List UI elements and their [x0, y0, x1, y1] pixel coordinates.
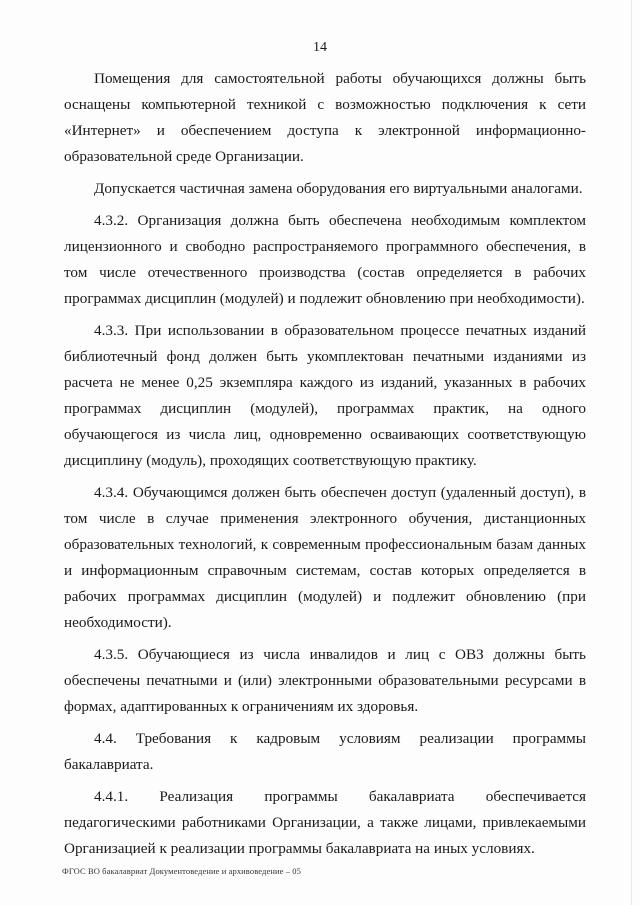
paragraph-4-4-1: 4.4.1. Реализация программы бакалавриата обеспечивается педагогическими работниками Организации, а также лицами, привлекаемыми Организацией к реализации программы бакалавриата на иных условиях. [64, 788, 586, 857]
paragraph-4-3-2: 4.3.2. Организация должна быть обеспечена необходимым комплектом лицензионного и свободно распространяемого программного обеспечения, в том числе отечественного производства (состав определяется в рабочих программах дисциплин (модулей) и подлежит обновлению при необходимости). [64, 212, 586, 307]
paragraph-4-3-5: 4.3.5. Обучающиеся из числа инвалидов и лиц с ОВЗ должны быть обеспечены печатными и (или) электронными образовательными ресурсами в формах, адаптированных к ограничениям их здоровья. [64, 646, 586, 715]
paragraph-4-3-3: 4.3.3. При использовании в образовательном процессе печатных изданий библиотечный фонд должен быть укомплектован печатными изданиями из расчета не менее 0,25 экземпляра каждого из изданий, указанных в рабочих программах дисциплин (модулей), программах практик, на одного обучающегося из числа лиц, одновременно осваивающих соответствующую дисциплину (модуль), проходящих соответствующую практику. [64, 322, 586, 469]
document-footer: ФГОС ВО бакалавриат Документоведение и архивоведение – 05 [62, 866, 302, 876]
paragraph-virtual-analogs: Допускается частичная замена оборудования его виртуальными аналогами. [94, 180, 583, 197]
paragraph-premises: Помещения для самостоятельной работы обучающихся должны быть оснащены компьютерной техникой с возможностью подключения к сети «Интернет» и обеспечением доступа к электронной информационно-образовательной среде Организации. [64, 70, 586, 165]
paragraph-4-3-4: 4.3.4. Обучающимся должен быть обеспечен доступ (удаленный доступ), в том числе в случае применения электронного обучения, дистанционных образовательных технологий, к современным профессиональным базам данных и информационным справочным системам, состав которых определяется в рабочих программах дисциплин (модулей) и подлежит обновлению (при необходимости). [64, 484, 586, 631]
page-edge-line [631, 0, 632, 905]
paragraph-4-4-heading: 4.4. Требования к кадровым условиям реализации программы бакалавриата. [64, 730, 586, 773]
page-number: 14 [313, 40, 327, 55]
document-body [64, 66, 586, 868]
